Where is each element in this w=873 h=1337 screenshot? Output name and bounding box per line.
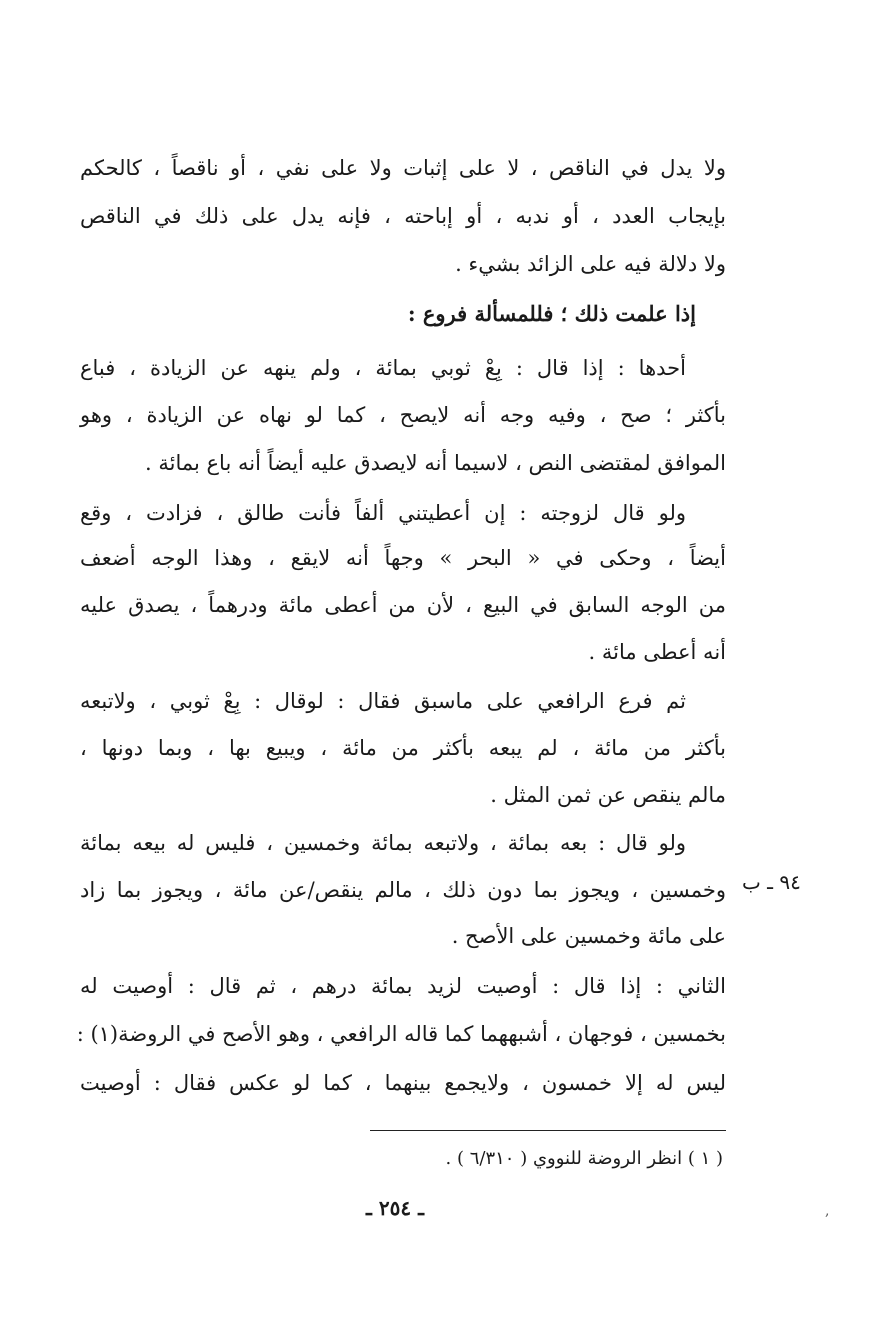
text-line: ولا يدل في الناقص ، لا على إثبات ولا على نفي ، أو ناقصاً ، كالحكم: [80, 156, 726, 180]
text-line: على مائة وخمسين على الأصح .: [451, 924, 726, 948]
text-line: وخمسين ، ويجوز بما دون ذلك ، مالم ينقص/عن مائة ، ويجوز بما زاد: [80, 878, 726, 902]
text-line: بخمسين ، فوجهان ، أشبههما كما قاله الرافعي ، وهو الأصح في الروضة(١) :: [76, 1022, 726, 1046]
text-line: أيضاً ، وحكى في « البحر » وجهاً أنه لايقع ، وهذا الوجه أضعف: [80, 546, 726, 570]
text-line: ولا دلالة فيه على الزائد بشيء .: [455, 252, 726, 276]
page-number: ـ ٢٥٤ ـ: [366, 1196, 424, 1220]
text-line: ليس له إلا خمسون ، ولايجمع بينهما ، كما لو عكس فقال : أوصيت: [80, 1071, 726, 1095]
text-line: أحدها : إذا قال : بِعْ ثوبي بمائة ، ولم ينهه عن الزيادة ، فباع: [80, 356, 686, 380]
text-line: أنه أعطى مائة .: [588, 640, 726, 664]
text-line: بإيجاب العدد ، أو ندبه ، أو إباحته ، فإنه يدل على ذلك في الناقص: [80, 204, 726, 228]
text-line: من الوجه السابق في البيع ، لأن من أعطى مائة ودرهماً ، يصدق عليه: [80, 593, 726, 617]
text-line: ولو قال لزوجته : إن أعطيتني ألفاً فأنت طالق ، فزادت ، وقع: [80, 501, 686, 525]
text-line: بأكثر من مائة ، لم يبعه بأكثر من مائة ، ويبيع بها ، وبما دونها ،: [80, 736, 726, 760]
footnote: ( ١ ) انظر الروضة للنووي ( ٦/٣١٠ ) .: [445, 1148, 723, 1169]
manuscript-folio-note: ٩٤ ـ ب: [742, 870, 801, 894]
section-heading: إذا علمت ذلك ؛ فللمسألة فروع :: [407, 301, 696, 326]
scan-speck: ,: [825, 1203, 830, 1219]
text-line: مالم ينقص عن ثمن المثل .: [490, 783, 726, 807]
text-line: ثم فرع الرافعي على ماسبق فقال : لوقال : بِعْ ثوبي ، ولاتبعه: [80, 689, 686, 713]
text-line: بأكثر ؛ صح ، وفيه وجه أنه لايصح ، كما لو نهاه عن الزيادة ، وهو: [80, 403, 726, 427]
text-line: الثاني : إذا قال : أوصيت لزيد بمائة درهم ، ثم قال : أوصيت له: [80, 974, 726, 998]
text-line: ولو قال : بعه بمائة ، ولاتبعه بمائة وخمسين ، فليس له بيعه بمائة: [80, 831, 686, 855]
text-line: الموافق لمقتضى النص ، لاسيما أنه لايصدق عليه أيضاً أنه باع بمائة .: [145, 451, 726, 475]
footnote-separator: [370, 1130, 726, 1131]
